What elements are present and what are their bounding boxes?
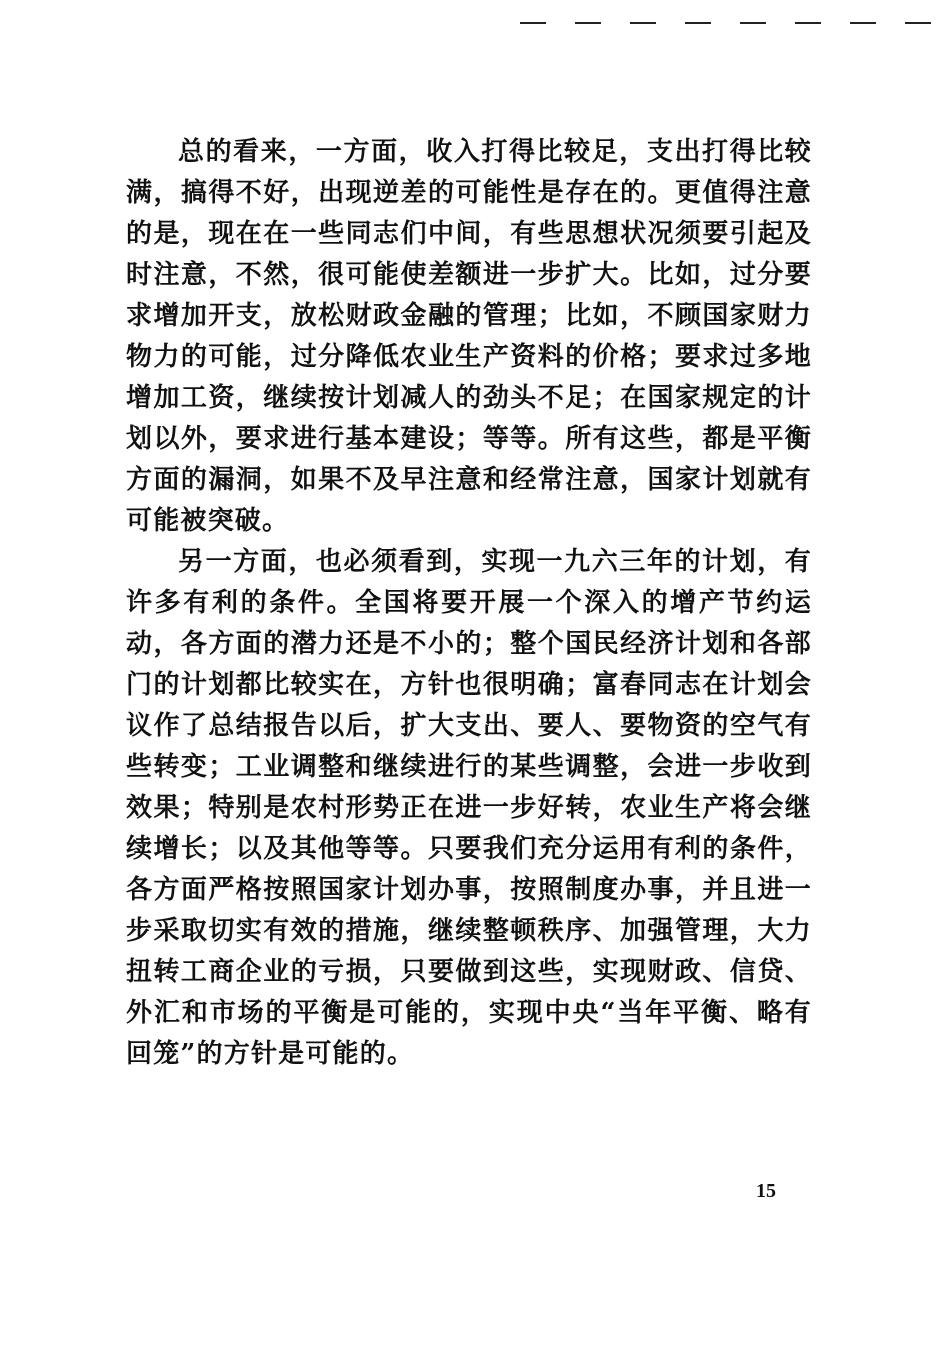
rule-dash <box>850 22 876 24</box>
page-number: 15 <box>756 1180 776 1202</box>
header-dashed-rule <box>520 12 952 30</box>
rule-dash <box>740 22 766 24</box>
paragraph-1: 总的看来，一方面，收入打得比较足，支出打得比较满，搞得不好，出现逆差的可能性是存在的。更值得注意的是，现在在一些同志们中间，有些思想状况须要引起及时注意，不然，很可能使差额进一步扩大。比如，过分要求增加开支，放松财政金融的管理；比如，不顾国家财力物力的可能，过分降低农业生产资料的价格；要求过多地增加工资，继续按计划减人的劲头不足；在国家规定的计划以外，要求进行基本建设；等等。所有这些，都是平衡方面的漏洞，如果不及早注意和经常注意，国家计划就有可能被突破。 <box>126 137 812 536</box>
rule-dash <box>630 22 656 24</box>
rule-dash <box>685 22 711 24</box>
paragraph-2: 另一方面，也必须看到，实现一九六三年的计划，有许多有利的条件。全国将要开展一个深入的增产节约运动，各方面的潜力还是不小的；整个国民经济计划和各部门的计划都比较实在，方针也很明确；富春同志在计划会议作了总结报告以后，扩大支出、要人、要物资的空气有些转变；工业调整和继续进行的某些调整，会进一步收到效果；特别是农村形势正在进一步好转，农业生产将会继续增长；以及其他等等。只要我们充分运用有利的条件，各方面严格按照国家计划办事，按照制度办事，并且进一步采取切实有效的措施，继续整顿秩序、加强管理，大力扭转工商企业的亏损，只要做到这些，实现财政、信贷、外汇和市场的平衡是可能的，实现中央“当年平衡、略有回笼”的方针是可能的。 <box>126 547 812 1069</box>
rule-dash <box>575 22 601 24</box>
rule-dash <box>520 22 546 24</box>
rule-dash <box>795 22 821 24</box>
rule-dash <box>905 22 931 24</box>
body-text <box>126 132 812 1075</box>
